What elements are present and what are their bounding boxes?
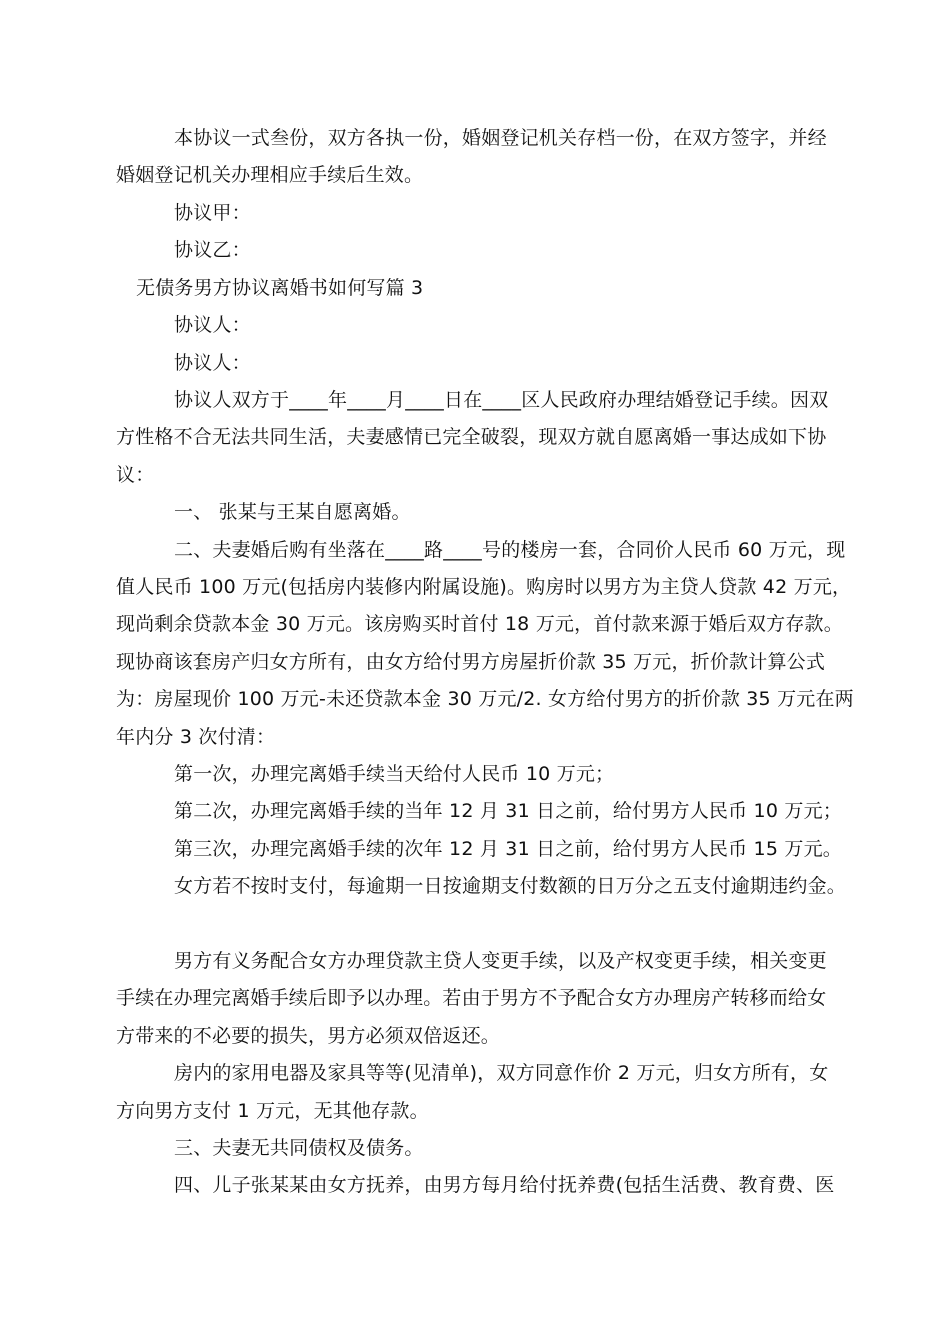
paragraph-line: 方性格不合无法共同生活，夫妻感情已完全破裂，现双方就自愿离婚一事达成如下协 — [116, 426, 827, 448]
paragraph-line: 男方有义务配合女方办理贷款主贷人变更手续，以及产权变更手续，相关变更 — [174, 950, 827, 972]
payment-line: 第一次，办理完离婚手续当天给付人民币 10 万元； — [174, 763, 615, 785]
signature-label: 协议人： — [174, 314, 251, 336]
paragraph-line: 房内的家用电器及家具等等(见清单)，双方同意作价 2 万元，归女方所有，女 — [174, 1062, 829, 1084]
clause-line: 二、夫妻婚后购有坐落在____路____号的楼房一套，合同价人民币 60 万元，现 — [174, 539, 846, 561]
clause-line: 三、夫妻无共同债权及债务。 — [174, 1137, 424, 1159]
paragraph-line: 方向男方支付 1 万元，无其他存款。 — [116, 1100, 429, 1122]
signature-label: 协议人： — [174, 352, 251, 374]
paragraph-line: 值人民币 100 万元(包括房内装修内附属设施)。购房时以男方为主贷人贷款 42 万元， — [116, 576, 852, 598]
signature-label: 协议乙： — [174, 239, 251, 261]
paragraph-line: 议： — [116, 464, 155, 486]
paragraph-line: 协议人双方于____年____月____日在____区人民政府办理结婚登记手续。因双 — [174, 389, 829, 411]
paragraph-line: 手续在办理完离婚手续后即予以办理。若由于男方不予配合女方办理房产转移而给女 — [116, 987, 827, 1009]
clause-line: 一、 张某与王某自愿离婚。 — [174, 501, 411, 523]
payment-line: 第三次，办理完离婚手续的次年 12 月 31 日之前，给付男方人民币 15 万元。 — [174, 838, 842, 860]
paragraph-line: 为：房屋现价 100 万元-未还贷款本金 30 万元/2. 女方给付男方的折价款 35 万元在两 — [116, 688, 854, 710]
signature-label: 协议甲： — [174, 202, 251, 224]
paragraph-line: 年内分 3 次付清： — [116, 726, 276, 748]
clause-line: 四、儿子张某某由女方抚养，由男方每月给付抚养费(包括生活费、教育费、医 — [174, 1174, 835, 1196]
paragraph-line: 现协商该套房产归女方所有，由女方给付男方房屋折价款 35 万元，折价款计算公式 — [116, 651, 826, 673]
paragraph-line: 女方若不按时支付，每逾期一日按逾期支付数额的日万分之五支付逾期违约金。 — [174, 875, 847, 897]
payment-line: 第二次，办理完离婚手续的当年 12 月 31 日之前，给付男方人民币 10 万元； — [174, 800, 842, 822]
paragraph-line: 婚姻登记机关办理相应手续后生效。 — [116, 164, 424, 186]
paragraph-line: 本协议一式叁份，双方各执一份，婚姻登记机关存档一份，在双方签字，并经 — [174, 127, 827, 149]
paragraph-line: 方带来的不必要的损失，男方必须双倍返还。 — [116, 1025, 501, 1047]
paragraph-line: 现尚剩余贷款本金 30 万元。该房购买时首付 18 万元，首付款来源于婚后双方存款。 — [116, 613, 843, 635]
section-heading: 无债务男方协议离婚书如何写篇 3 — [136, 277, 424, 299]
